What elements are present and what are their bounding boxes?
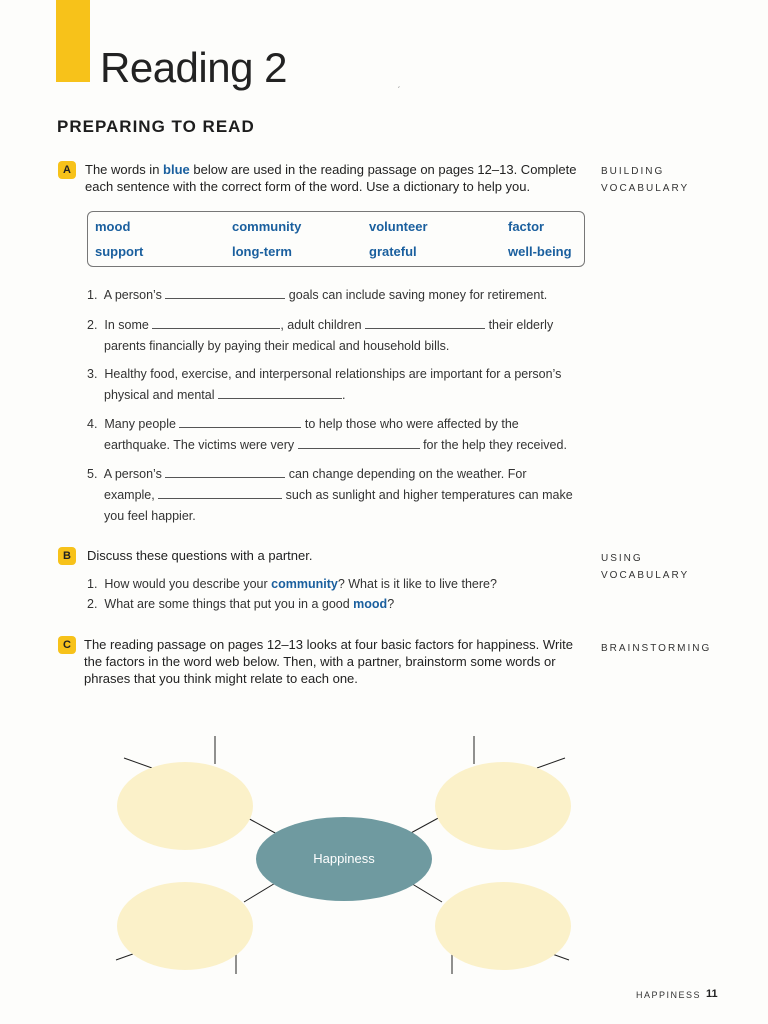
accent-bar xyxy=(56,0,90,82)
word-community: community xyxy=(232,219,302,234)
item-text: Many people xyxy=(104,417,180,431)
item-text: such as sunlight and higher temperatures can make xyxy=(282,488,573,502)
word-factor: factor xyxy=(508,219,545,234)
factor-bubble-bottom-left[interactable] xyxy=(117,882,253,970)
exercise-a-item-1 xyxy=(87,285,547,306)
instr-a-text: The words in xyxy=(85,162,164,177)
connector-line xyxy=(409,882,442,902)
word-web xyxy=(0,720,768,980)
item-text: In some xyxy=(104,318,153,332)
side-label-brainstorming: BRAINSTORMING xyxy=(601,643,712,654)
exercise-a-item-3 xyxy=(87,364,561,406)
instr-a-blue-word: blue xyxy=(163,162,190,177)
exercise-a-item-4 xyxy=(87,414,567,456)
connector-line xyxy=(244,882,277,902)
answer-blank[interactable] xyxy=(218,386,342,399)
item-number: 3. xyxy=(87,367,98,381)
answer-blank[interactable] xyxy=(179,415,301,428)
spoke-line xyxy=(124,758,152,768)
center-label: Happiness xyxy=(313,851,375,866)
item-number: 2. xyxy=(87,318,98,332)
word-mood: mood xyxy=(95,219,131,234)
exercise-c-instructions: The reading passage on pages 12–13 looks at four basic factors for happiness. Write the factors in the word web below. Then, with a partner, brainstorm some words or phrases that you think might relate to each one. xyxy=(84,637,573,686)
item-text: earthquake. The victims were very xyxy=(104,438,298,452)
section-heading: PREPARING TO READ xyxy=(57,117,255,136)
question-2: 2. What are some things that put you in a good mood? xyxy=(87,597,395,611)
word-well-being: well-being xyxy=(508,244,572,259)
item-text: for the help they received. xyxy=(419,438,567,452)
page-number: 11 xyxy=(706,988,718,1000)
side-label-using: USING VOCABULARY xyxy=(601,553,690,581)
answer-blank[interactable] xyxy=(298,436,420,449)
word-grateful: grateful xyxy=(369,244,417,259)
badge-a: A xyxy=(58,161,76,179)
item-number: 4. xyxy=(87,417,98,431)
factor-bubble-bottom-right[interactable] xyxy=(435,882,571,970)
item-text: . xyxy=(341,388,346,402)
stray-mark: ˏ xyxy=(397,78,401,89)
spoke-line xyxy=(537,758,565,768)
item-text: , adult children xyxy=(280,318,366,332)
answer-blank[interactable] xyxy=(365,316,485,329)
exercise-a-item-2 xyxy=(87,315,553,357)
question-1: 1. How would you describe your community? What is it like to live there? xyxy=(87,577,497,591)
exercise-a-instructions xyxy=(85,161,585,195)
connector-line xyxy=(409,816,442,834)
exercise-a-item-5 xyxy=(87,464,573,527)
instr-a-text-cont: below are used in the reading passage on pages 12–13. Complete xyxy=(189,162,577,177)
footer-section: HAPPINESS xyxy=(636,990,702,1000)
exercise-b-instructions: Discuss these questions with a partner. xyxy=(87,548,313,563)
badge-b: B xyxy=(58,547,76,565)
side-label-building: BUILDING VOCABULARY xyxy=(601,166,690,194)
word-volunteer: volunteer xyxy=(369,219,428,234)
item-text: can change depending on the weather. For xyxy=(285,467,527,481)
exercise-b-questions xyxy=(87,574,497,614)
item-number: 5. xyxy=(87,467,98,481)
word-support: support xyxy=(95,244,144,259)
answer-blank[interactable] xyxy=(165,286,285,299)
item-text: to help those who were affected by the xyxy=(301,417,519,431)
factor-bubble-top-right[interactable] xyxy=(435,762,571,850)
instr-a-line2: each sentence with the correct form of the word. Use a dictionary to help you. xyxy=(85,179,531,194)
word-long-term: long-term xyxy=(232,244,292,259)
answer-blank[interactable] xyxy=(165,465,285,478)
item-text: Healthy food, exercise, and interpersonal relationships are important for a person’s xyxy=(104,367,562,381)
badge-c: C xyxy=(58,636,76,654)
item-text: example, xyxy=(104,488,159,502)
item-text: goals can include saving money for retirement. xyxy=(285,288,548,302)
item-text: A person’s xyxy=(103,288,166,302)
item-text: A person’s xyxy=(103,467,166,481)
item-text: their elderly xyxy=(485,318,554,332)
page-title: Reading 2 xyxy=(100,44,287,91)
word-box xyxy=(87,211,585,267)
item-text: parents financially by paying their medical and household bills. xyxy=(104,339,450,353)
answer-blank[interactable] xyxy=(152,316,280,329)
answer-blank[interactable] xyxy=(158,486,282,499)
item-text: you feel happier. xyxy=(104,509,196,523)
item-text: physical and mental xyxy=(104,388,218,402)
item-number: 1. xyxy=(87,288,98,302)
factor-bubble-top-left[interactable] xyxy=(117,762,253,850)
